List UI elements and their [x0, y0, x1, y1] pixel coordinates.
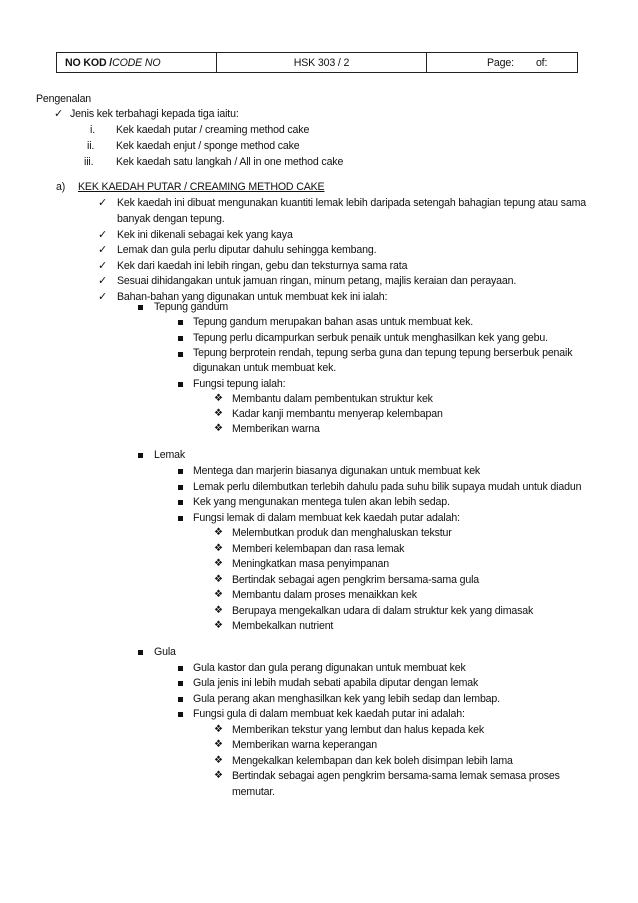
type-item: Kek kaedah putar / creaming method cake [116, 124, 310, 136]
square-bullet-icon [138, 305, 143, 310]
section-point: Bahan-bahan yang digunakan untuk membuat kek ini ialah: [117, 291, 388, 303]
function-item: Memberikan tekstur yang lembut dan halus kepada kek [232, 724, 485, 736]
course-code-cell: HSK 303 / 2 [217, 53, 427, 72]
square-bullet-icon [178, 382, 183, 387]
function-item: Kadar kanji membantu menyerap kelembapan [232, 408, 443, 420]
types-heading: Jenis kek terbahagi kepada tiga iaitu: [70, 108, 239, 120]
diamond-bullet-icon: ❖ [214, 739, 223, 750]
function-item: Berupaya mengekalkan udara di dalam struktur kek yang dimasak [232, 605, 534, 617]
ingredient-point: Tepung berprotein rendah, tepung serba guna dan tepung tepung berserbuk penaik digunakan untuk membuat kek. [193, 347, 573, 374]
intro-title: Pengenalan [36, 93, 92, 105]
section-point: Kek ini dikenali sebagai kek yang kaya [117, 229, 293, 241]
function-item: Meningkatkan masa penyimpanan [232, 558, 390, 570]
section-point: Kek kaedah ini dibuat mengunakan kuantiti lemak lebih daripada setengah bahagian tepung atau sama banyak dengan tepung. [117, 197, 586, 226]
function-item: Bertindak sebagai agen pengkrim bersama-sama lemak semasa proses memutar. [232, 770, 560, 798]
square-bullet-icon [138, 650, 143, 655]
checkmark-icon: ✓ [98, 275, 108, 287]
diamond-bullet-icon: ❖ [214, 527, 223, 538]
diamond-bullet-icon: ❖ [214, 423, 223, 434]
function-item: Memberi kelembapan dan rasa lemak [232, 543, 405, 555]
function-item: Melembutkan produk dan menghaluskan tekstur [232, 527, 452, 539]
section-point: Lemak dan gula perlu diputar dahulu sehingga kembang. [117, 244, 377, 256]
code-label-italic: CODE NO [112, 56, 161, 69]
section-label: a) [56, 181, 66, 193]
page-label: Page: [487, 56, 514, 69]
diamond-bullet-icon: ❖ [214, 770, 223, 781]
square-bullet-icon [178, 352, 183, 357]
page-cell [427, 53, 577, 72]
square-bullet-icon [178, 697, 183, 702]
checkmark-icon: ✓ [98, 197, 108, 209]
square-bullet-icon [178, 469, 183, 474]
ingredient-name: Tepung gandum [154, 301, 229, 313]
square-bullet-icon [178, 666, 183, 671]
ingredient-point: Lemak perlu dilembutkan terlebih dahulu pada suhu bilik supaya mudah untuk diadun [193, 481, 582, 493]
ingredient-point: Fungsi gula di dalam membuat kek kaedah putar ini adalah: [193, 708, 465, 720]
section-title: KEK KAEDAH PUTAR / CREAMING METHOD CAKE [78, 181, 325, 193]
ingredient-name: Gula [154, 646, 176, 658]
square-bullet-icon [178, 500, 183, 505]
square-bullet-icon [178, 336, 183, 341]
function-item: Memberikan warna [232, 423, 320, 435]
type-num: ii. [87, 140, 95, 152]
ingredient-point: Gula kastor dan gula perang digunakan untuk membuat kek [193, 662, 466, 674]
diamond-bullet-icon: ❖ [214, 605, 223, 616]
ingredient-name: Lemak [154, 449, 186, 461]
square-bullet-icon [178, 320, 183, 325]
checkmark-icon: ✓ [98, 291, 108, 303]
diamond-bullet-icon: ❖ [214, 393, 223, 404]
function-item: Membekalkan nutrient [232, 620, 334, 632]
checkmark-icon: ✓ [98, 244, 108, 256]
square-bullet-icon [138, 453, 143, 458]
ingredient-point: Mentega dan marjerin biasanya digunakan untuk membuat kek [193, 465, 481, 477]
checkmark-icon: ✓ [98, 229, 108, 241]
diamond-bullet-icon: ❖ [214, 589, 223, 600]
code-cell [57, 53, 217, 72]
ingredient-point: Fungsi lemak di dalam membuat kek kaedah putar adalah: [193, 512, 460, 524]
square-bullet-icon [178, 681, 183, 686]
of-label: of: [535, 56, 548, 69]
square-bullet-icon [178, 516, 183, 521]
function-item: Mengekalkan kelembapan dan kek boleh disimpan lebih lama [232, 755, 513, 767]
diamond-bullet-icon: ❖ [214, 724, 223, 735]
type-num: i. [90, 124, 95, 136]
ingredient-point: Tepung perlu dicampurkan serbuk penaik untuk menghasilkan kek yang gebu. [193, 332, 548, 344]
ingredient-point: Tepung gandum merupakan bahan asas untuk membuat kek. [193, 316, 474, 328]
code-label-bold: NO KOD / [65, 56, 113, 69]
type-num: iii. [84, 156, 94, 168]
checkmark-icon: ✓ [54, 108, 64, 120]
type-item: Kek kaedah enjut / sponge method cake [116, 140, 300, 152]
function-item: Bertindak sebagai agen pengkrim bersama-sama gula [232, 574, 480, 586]
function-item: Membantu dalam pembentukan struktur kek [232, 393, 433, 405]
diamond-bullet-icon: ❖ [214, 620, 223, 631]
square-bullet-icon [178, 485, 183, 490]
ingredient-point: Kek yang mengunakan mentega tulen akan lebih sedap. [193, 496, 450, 508]
function-item: Memberikan warna keperangan [232, 739, 377, 751]
square-bullet-icon [178, 712, 183, 717]
ingredient-point: Gula perang akan menghasilkan kek yang lebih sedap dan lembap. [193, 693, 500, 705]
function-item: Membantu dalam proses menaikkan kek [232, 589, 417, 601]
header-table [56, 52, 578, 73]
ingredient-point: Gula jenis ini lebih mudah sebati apabila diputar dengan lemak [193, 677, 479, 689]
section-point: Sesuai dihidangakan untuk jamuan ringan, minum petang, majlis keraian dan perayaan. [117, 275, 517, 287]
type-item: Kek kaedah satu langkah / All in one method cake [116, 156, 344, 168]
diamond-bullet-icon: ❖ [214, 755, 223, 766]
diamond-bullet-icon: ❖ [214, 543, 223, 554]
diamond-bullet-icon: ❖ [214, 574, 223, 585]
diamond-bullet-icon: ❖ [214, 408, 223, 419]
checkmark-icon: ✓ [98, 260, 108, 272]
diamond-bullet-icon: ❖ [214, 558, 223, 569]
section-point: Kek dari kaedah ini lebih ringan, gebu dan teksturnya sama rata [117, 260, 408, 272]
ingredient-point: Fungsi tepung ialah: [193, 378, 286, 390]
